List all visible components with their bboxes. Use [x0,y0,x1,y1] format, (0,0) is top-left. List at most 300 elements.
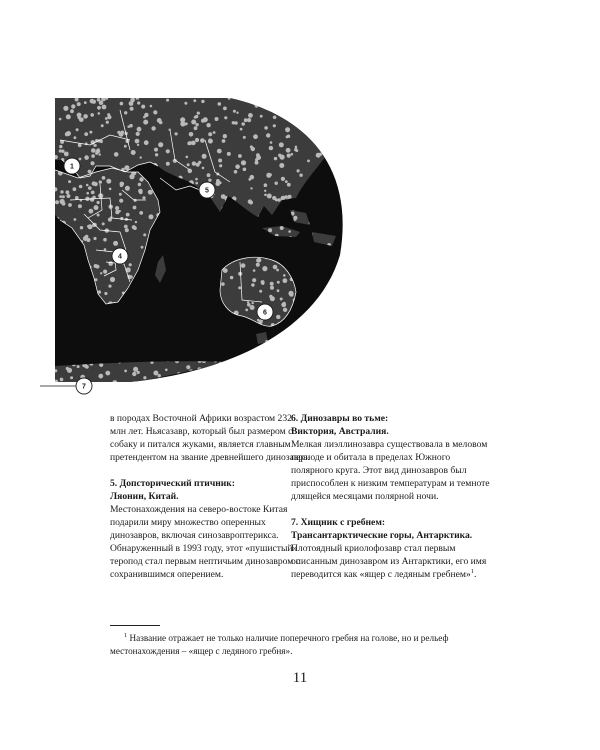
fossil-site-dot [235,164,240,169]
fossil-site-dot [149,214,154,219]
fossil-site-dot [272,196,276,200]
fossil-site-dot [158,142,163,147]
map-marker-1[interactable] [64,158,80,174]
fossil-site-dot [189,132,194,137]
fossil-site-dot [175,132,178,135]
fossil-site-dot [75,196,79,200]
fossil-site-dot [66,367,69,370]
text-column-right [291,412,491,594]
fossil-site-dot [334,122,337,125]
fossil-site-dot [87,225,89,227]
fossil-site-dot [141,105,145,109]
fossil-site-dot [227,152,231,156]
footnote-text: Название отражает не только наличие поперечного гребня на голове, но и рельеф местонахождения – «ящер с ледяного гребня». [110,633,449,656]
section-7-body-end: . [474,569,477,580]
fossil-site-dot [240,369,243,372]
fossil-site-dot [291,153,294,156]
fossil-site-dot [336,148,339,151]
fossil-site-dot [68,180,71,183]
fossil-site-dot [137,127,142,132]
fossil-site-dot [251,283,255,287]
fossil-site-dot [311,371,314,374]
fossil-site-dot [318,130,322,134]
fossil-site-dot [92,181,96,185]
fossil-site-dot [323,309,328,314]
section-7-body [291,542,491,581]
fossil-site-dot [54,369,57,372]
fossil-site-dot [140,156,142,158]
fossil-site-dot [173,375,177,379]
fossil-site-dot [119,210,121,212]
fossil-site-dot [333,364,338,369]
fossil-site-dot [305,350,309,354]
map-marker-label: 7 [82,383,86,391]
fossil-site-dot [334,141,338,145]
fossil-site-dot [270,296,275,301]
fossil-site-dot [333,327,338,332]
fossil-site-dot [130,107,134,111]
fossil-site-dot [208,179,211,182]
fossil-site-dot [279,163,284,168]
fossil-site-dot [281,302,286,307]
fossil-site-dot [331,329,335,333]
fossil-site-dot [102,222,105,225]
fossil-site-dot [293,382,296,385]
fossil-site-dot [275,104,279,108]
fossil-site-dot [201,100,204,103]
fossil-site-dot [144,140,149,145]
fossil-site-dot [148,190,153,195]
map-marker-4[interactable] [112,248,128,264]
fossil-site-dot [213,131,216,134]
fossil-site-dot [287,183,291,187]
fossil-site-dot [321,147,325,151]
fossil-site-dot [238,154,242,158]
fossil-site-dot [90,161,94,165]
fossil-site-dot [262,266,267,271]
fossil-site-dot [206,382,210,386]
fossil-site-dot [103,238,107,242]
fossil-site-dot [198,161,201,164]
fossil-site-dot [143,376,146,379]
fossil-site-dot [307,160,310,163]
fossil-site-dot [139,211,143,215]
fossil-site-dot [341,105,346,110]
map-marker-7[interactable] [76,378,92,394]
fossil-site-dot [60,190,63,193]
fossil-site-dot [153,371,158,376]
fossil-site-dot [264,183,268,187]
fossil-site-dot [285,180,288,183]
fossil-site-dot [268,228,272,232]
fossil-site-dot [120,184,123,187]
fossil-site-dot [110,277,115,282]
fossil-site-dot [186,365,190,369]
fossil-site-dot [319,136,323,140]
fossil-site-dot [251,147,255,151]
fossil-site-dot [202,154,207,159]
fossil-site-dot [293,111,296,114]
fossil-site-dot [334,356,337,359]
fossil-site-dot [230,385,234,389]
fossil-site-dot [296,149,299,152]
fossil-site-dot [238,356,243,361]
fossil-site-dot [248,370,251,373]
fossil-site-dot [324,342,329,347]
fossil-site-dot [169,129,171,131]
fossil-site-dot [298,114,300,116]
fossil-site-dot [135,221,137,223]
fossil-site-dot [142,196,145,199]
map-marker-5[interactable] [199,182,215,198]
fossil-site-dot [287,135,290,138]
fossil-site-dot [185,122,188,125]
fossil-site-dot [340,183,344,187]
fossil-site-dot [125,228,129,232]
fossil-site-dot [108,285,111,288]
fossil-site-dot [223,134,227,138]
map-marker-label: 1 [70,163,74,171]
fossil-site-dot [98,112,101,115]
footnote-ref[interactable]: 1 [470,567,475,575]
fossil-site-dot [100,272,102,274]
section-6-heading-2: Виктория, Австралия. [291,426,389,437]
fossil-site-dot [276,269,279,272]
fossil-site-dot [296,340,300,344]
fossil-site-dot [259,290,262,293]
fossil-site-dot [139,177,143,181]
fossil-site-dot [318,364,322,368]
fossil-site-dot [186,376,191,381]
fossil-site-dot [280,226,284,230]
fossil-site-dot [273,265,278,270]
fossil-site-dot [137,101,140,104]
fossil-site-dot [218,159,222,163]
fossil-site-dot [339,285,343,289]
fossil-site-dot [61,150,64,153]
fossil-site-dot [124,165,129,170]
section-5-heading-1: 5. Допсторический птичник: [110,478,236,489]
fossil-site-dot [279,109,282,112]
fossil-site-dot [217,149,222,154]
fossil-site-dot [322,110,326,114]
fossil-site-dot [215,117,219,121]
fossil-site-dot [89,209,94,214]
fossil-site-dot [132,372,136,376]
fossil-site-dot [54,155,58,159]
fossil-site-dot [256,258,260,262]
fossil-site-dot [332,164,337,169]
fossil-site-dot [90,197,94,201]
fossil-site-dot [250,366,253,369]
fossil-site-dot [106,98,108,100]
fossil-site-dot [294,218,297,221]
fossil-site-dot [230,276,233,279]
fossil-site-dot [201,386,204,389]
fossil-site-dot [271,359,275,363]
fossil-site-dot [66,114,71,119]
fossil-site-dot [303,331,306,334]
fossil-site-dot [133,206,137,210]
section-5-heading-2: Ляонин, Китай. [110,491,179,502]
fossil-site-dot [245,309,248,312]
fossil-site-dot [248,113,253,118]
fossil-site-dot [188,169,193,174]
fossil-site-dot [280,115,282,117]
fossil-site-dot [328,358,331,361]
fossil-site-dot [317,329,320,332]
fossil-site-dot [286,112,290,116]
fossil-site-dot [192,161,196,165]
section-7-body-text: Плотоядный криолофозавр стал первым описанным динозавром из Антарктики, его имя переводится как «ящер с ледяным гребнем» [291,543,487,580]
fossil-site-dot [154,148,158,152]
fossil-site-dot [138,183,141,186]
fossil-site-dot [283,278,288,283]
fossil-site-dot [287,154,291,158]
fossil-site-dot [299,174,302,177]
fossil-site-dot [86,184,89,187]
fossil-site-dot [306,353,310,357]
fossil-site-dot [166,99,169,102]
fossil-site-dot [292,360,295,363]
fossil-site-dot [331,351,336,356]
fossil-site-dot [255,104,259,108]
fossil-site-dot [137,371,140,374]
fossil-site-dot [151,126,155,130]
fossil-site-dot [65,132,69,136]
fossil-site-dot [208,139,213,144]
fossil-site-dot [202,383,204,385]
fossil-site-dot [311,310,315,314]
fossil-site-dot [59,195,62,198]
fossil-site-dot [205,378,208,381]
fossil-site-dot [66,194,70,198]
fossil-site-dot [289,292,293,296]
fossil-site-dot [143,120,148,125]
fossil-site-dot [143,233,146,236]
fossil-site-dot [130,98,135,103]
section-6-heading-1: 6. Динозавры во тьме: [291,413,389,424]
fossil-site-dot [141,246,144,249]
fossil-site-dot [119,193,122,196]
fossil-site-dot [68,203,72,207]
map-marker-6[interactable] [257,304,273,320]
fossil-site-dot [155,153,158,156]
map-marker-label: 4 [118,253,122,261]
fossil-site-dot [339,312,344,317]
fossil-site-dot [241,263,246,268]
fossil-site-dot [136,96,140,100]
fossil-site-dot [261,280,265,284]
fossil-site-dot [295,109,300,114]
fossil-site-dot [247,374,252,379]
fossil-site-dot [224,116,227,119]
fossil-site-dot [335,311,338,314]
fossil-site-dot [301,357,305,361]
fossil-site-dot [77,365,80,368]
fossil-site-dot [64,152,69,157]
fossil-site-dot [104,248,107,251]
fossil-site-dot [343,101,345,103]
fossil-site-dot [335,292,340,297]
fossil-site-dot [124,225,128,229]
fossil-site-dot [243,136,246,139]
fossil-site-dot [343,160,347,164]
fossil-site-dot [269,146,273,150]
map-marker-label: 5 [205,187,209,195]
fossil-site-dot [340,301,344,305]
fossil-site-dot [74,136,77,139]
fossil-site-dot [206,123,210,127]
fossil-site-dot [264,194,267,197]
fossil-site-dot [221,282,225,286]
fossil-site-dot [159,121,163,125]
fossil-site-dot [129,263,132,266]
fossil-site-dot [270,282,274,286]
fossil-site-dot [165,369,168,372]
text-column-left [110,412,310,594]
fossil-site-dot [304,122,307,125]
fossil-site-dot [124,145,127,148]
fossil-site-dot [203,117,208,122]
fossil-site-dot [137,144,139,146]
fossil-site-dot [282,384,285,387]
fossil-site-dot [86,238,90,242]
fossil-site-dot [247,118,251,122]
fossil-site-dot [233,110,236,113]
fossil-site-dot [91,140,96,145]
fossil-site-dot [98,374,103,379]
fossil-site-dot [283,308,287,312]
fossil-site-dot [340,99,343,102]
fossil-site-dot [305,352,309,356]
fossil-site-dot [222,139,226,143]
fossil-site-dot [139,190,143,194]
fossil-site-dot [97,106,101,110]
fossil-site-dot [94,205,99,210]
fossil-site-dot [129,275,132,278]
page-number: 11 [292,670,308,686]
fossil-site-dot [102,176,106,180]
fossil-site-dot [278,377,282,381]
fossil-site-dot [219,362,221,364]
fossil-site-dot [298,339,302,343]
fossil-site-dot [249,201,253,205]
fossil-site-dot [84,132,88,136]
fossil-site-dot [106,121,109,124]
fossil-site-dot [241,122,245,126]
fossil-site-dot [297,169,300,172]
fossil-site-dot [197,112,200,115]
fossil-site-dot [229,363,234,368]
fossil-site-dot [115,206,119,210]
fossil-site-dot [124,111,127,114]
fossil-site-dot [290,382,295,387]
fossil-site-dot [267,194,272,199]
fossil-site-dot [330,357,334,361]
fossil-site-dot [84,155,89,160]
fossil-site-dot [194,116,197,119]
fossil-site-dot [332,168,337,173]
fossil-site-dot [320,374,323,377]
fossil-site-dot [272,364,276,368]
fossil-site-dot [79,158,82,161]
fossil-site-dot [189,371,192,374]
fossil-site-dot [260,115,263,118]
fossil-site-dot [76,128,79,131]
fossil-site-dot [102,105,107,110]
fossil-site-dot [270,286,274,290]
fossil-site-dot [221,194,226,199]
fossil-site-dot [97,214,100,217]
fossil-site-dot [113,241,118,246]
fossil-site-dot [329,97,332,100]
fossil-site-dot [298,330,303,335]
fossil-site-dot [55,200,59,204]
fossil-site-dot [54,380,58,384]
fossil-site-dot [166,162,170,166]
fossil-site-dot [297,373,301,377]
fossil-site-dot [273,124,276,127]
footnote-marker: 1 [124,631,128,639]
fossil-site-dot [274,157,277,160]
fossil-site-dot [66,190,70,194]
fossil-site-dot [343,139,347,143]
fossil-site-dot [324,378,328,382]
fossil-site-dot [129,124,133,128]
fossil-site-dot [93,237,96,240]
fossil-site-dot [86,192,89,195]
fossil-site-dot [256,263,260,267]
fossil-site-dot [88,170,92,174]
fossil-site-dot [95,152,98,155]
fossil-site-dot [250,175,255,180]
fossil-site-dot [126,213,130,217]
fossil-site-dot [283,274,286,277]
fossil-site-dot [97,98,101,102]
fossil-site-dot [179,379,184,384]
fossil-site-dot [194,126,198,130]
fossil-site-dot [315,139,319,143]
fossil-site-dot [112,380,117,385]
fossil-site-dot [272,104,275,107]
fossil-site-dot [236,112,238,114]
fossil-site-dot [337,373,340,376]
fossil-site-dot [121,131,125,135]
fossil-site-dot [228,97,231,100]
fossil-site-dot [250,305,255,310]
footnote [110,632,490,658]
fossil-site-dot [279,142,284,147]
fossil-site-dot [238,286,241,289]
map-marker-label: 6 [263,309,267,317]
fossil-site-dot [136,132,140,136]
fossil-site-dot [191,120,196,125]
section-6-body: Мелкая лиэллинозавра существовала в меловом периоде и обитала в пределах Южного полярного круга. Этот вид динозавров был приспособлен к низким температурам и темноте длящейся месяцами полярной ночи. [291,439,490,502]
fossil-site-dot [253,134,258,139]
fossil-site-dot [195,178,198,181]
fossil-site-dot [300,106,302,108]
fossil-site-dot [70,109,74,113]
fossil-site-dot [217,378,222,383]
fossil-site-dot [70,376,73,379]
fossil-site-dot [270,141,273,144]
fossil-site-dot [216,179,220,183]
fossil-site-dot [268,174,271,177]
fossil-site-dot [281,361,285,365]
fossil-site-dot [184,102,187,105]
fossil-site-dot [250,187,252,189]
